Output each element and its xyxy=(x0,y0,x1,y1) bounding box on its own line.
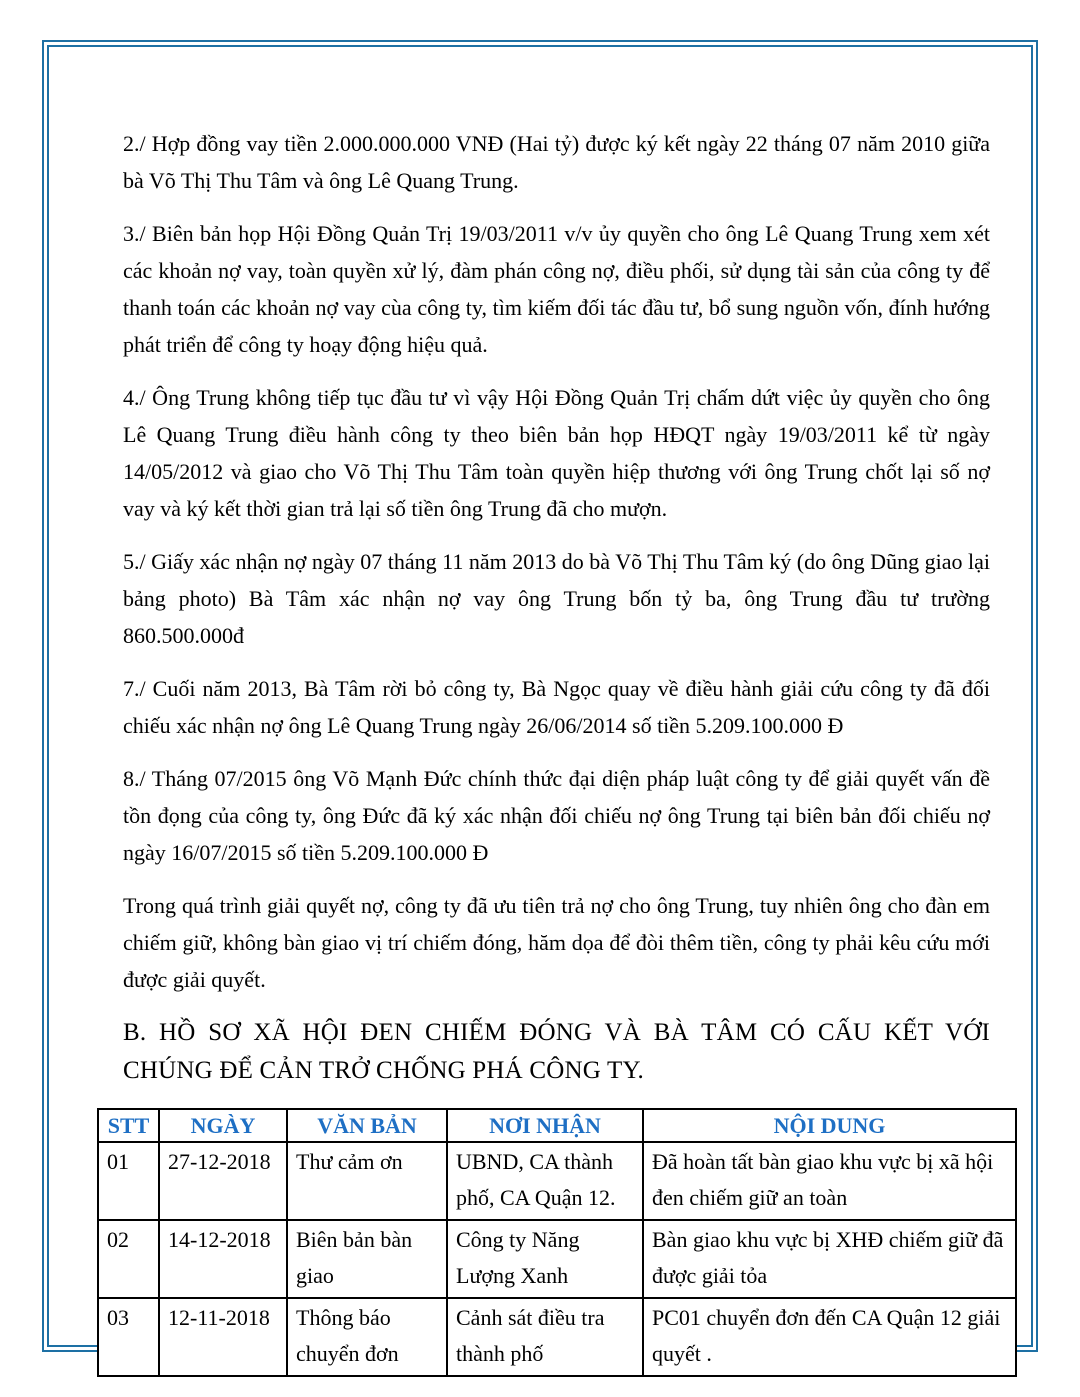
paragraph-2: 2./ Hợp đồng vay tiền 2.000.000.000 VNĐ (Hai tỷ) được ký kết ngày 22 tháng 07 năm 2010 giữa bà Võ Thị Thu Tâm và ông Lê Quang Trung. xyxy=(123,131,990,193)
table-header-stt: STT xyxy=(98,1109,159,1142)
table-row-01 xyxy=(98,1142,1016,1220)
table-header-van-ban: VĂN BẢN xyxy=(287,1109,447,1142)
cell-van-ban: Biên bản bàn giao xyxy=(287,1220,447,1298)
cell-noi-nhan: Công ty Năng Lượng Xanh xyxy=(447,1220,643,1298)
paragraph-summary: Trong quá trình giải quyết nợ, công ty đã ưu tiên trả nợ cho ông Trung, tuy nhiên ông cho đàn em chiếm giữ, không bàn giao vị trí chiếm đóng, hăm dọa để đòi thêm tiền, công ty phải kêu cứu mới được giải quyết. xyxy=(123,893,990,992)
table-header-noi-dung: NỘI DUNG xyxy=(643,1109,1016,1142)
table-header-ngay: NGÀY xyxy=(159,1109,287,1142)
cell-noi-nhan: Cảnh sát điều tra thành phố xyxy=(447,1298,643,1376)
page-border-frame-inner xyxy=(47,45,1033,1366)
table-row-02 xyxy=(98,1220,1016,1298)
cell-noi-dung: PC01 chuyển đơn đến CA Quận 12 giải quyết . xyxy=(643,1298,1016,1376)
document-body xyxy=(49,47,1031,1377)
cell-stt: 03 xyxy=(98,1298,159,1376)
table-header-noi-nhan: NƠI NHẬN xyxy=(447,1109,643,1142)
evidence-table xyxy=(97,1108,1017,1377)
cell-van-ban: Thông báo chuyển đơn xyxy=(287,1298,447,1376)
cell-ngay: 14-12-2018 xyxy=(159,1220,287,1298)
paragraph-4: 4./ Ông Trung không tiếp tục đầu tư vì vậy Hội Đồng Quản Trị chấm dứt việc ủy quyền cho ông Lê Quang Trung điều hành công ty theo biên bản họp HĐQT ngày 19/03/2011 kể từ ngày 14/05/2012 và giao cho Võ Thị Thu Tâm toàn quyền hiệp thương với ông Trung chốt lại số nợ vay và ký kết thời gian trả lại số tiền ông Trung đã cho mượn. xyxy=(123,385,990,521)
paragraph-5: 5./ Giấy xác nhận nợ ngày 07 tháng 11 năm 2013 do bà Võ Thị Thu Tâm ký (do ông Dũng giao lại bảng photo) Bà Tâm xác nhận nợ vay ông Trung bốn tỷ ba, ông Trung đầu tư trường 860.500.000đ xyxy=(123,549,990,648)
page-border-frame xyxy=(42,40,1038,1366)
cell-noi-dung: Bàn giao khu vực bị XHĐ chiếm giữ đã được giải tỏa xyxy=(643,1220,1016,1298)
cell-stt: 01 xyxy=(98,1142,159,1220)
table-row-03 xyxy=(98,1298,1016,1376)
cell-ngay: 12-11-2018 xyxy=(159,1298,287,1376)
cell-noi-nhan: UBND, CA thành phố, CA Quận 12. xyxy=(447,1142,643,1220)
cell-ngay: 27-12-2018 xyxy=(159,1142,287,1220)
cell-noi-dung: Đã hoàn tất bàn giao khu vực bị xã hội đen chiếm giữ an toàn xyxy=(643,1142,1016,1220)
cell-stt: 02 xyxy=(98,1220,159,1298)
paragraph-3: 3./ Biên bản họp Hội Đồng Quản Trị 19/03/2011 v/v ủy quyền cho ông Lê Quang Trung xem xét các khoản nợ vay, toàn quyền xử lý, đàm phán công nợ, điều phối, sử dụng tài sản của công ty để thanh toán các khoản nợ vay cùa công ty, tìm kiếm đối tác đầu tư, bổ sung nguồn vốn, đính hướng phát triển để công ty hoạy động hiệu quả. xyxy=(123,221,990,357)
section-b-heading: B. HỒ SƠ XÃ HỘI ĐEN CHIẾM ĐÓNG VÀ BÀ TÂM CÓ CẤU KẾT VỚI CHÚNG ĐỂ CẢN TRỞ CHỐNG PHÁ CÔNG TY. xyxy=(123,1019,990,1084)
paragraph-7: 7./ Cuối năm 2013, Bà Tâm rời bỏ công ty, Bà Ngọc quay về điều hành giải cứu công ty đã đối chiếu xác nhận nợ ông Lê Quang Trung ngày 26/06/2014 số tiền 5.209.100.000 Đ xyxy=(123,676,990,738)
paragraph-8: 8./ Tháng 07/2015 ông Võ Mạnh Đức chính thức đại diện pháp luật công ty để giải quyết vấn đề tồn đọng của công ty, ông Đức đã ký xác nhận đối chiếu nợ ông Trung tại biên bản đối chiếu nợ ngày 16/07/2015 số tiền 5.209.100.000 Đ xyxy=(123,766,990,865)
table-header-row xyxy=(98,1109,1016,1142)
cell-van-ban: Thư cảm ơn xyxy=(287,1142,447,1220)
